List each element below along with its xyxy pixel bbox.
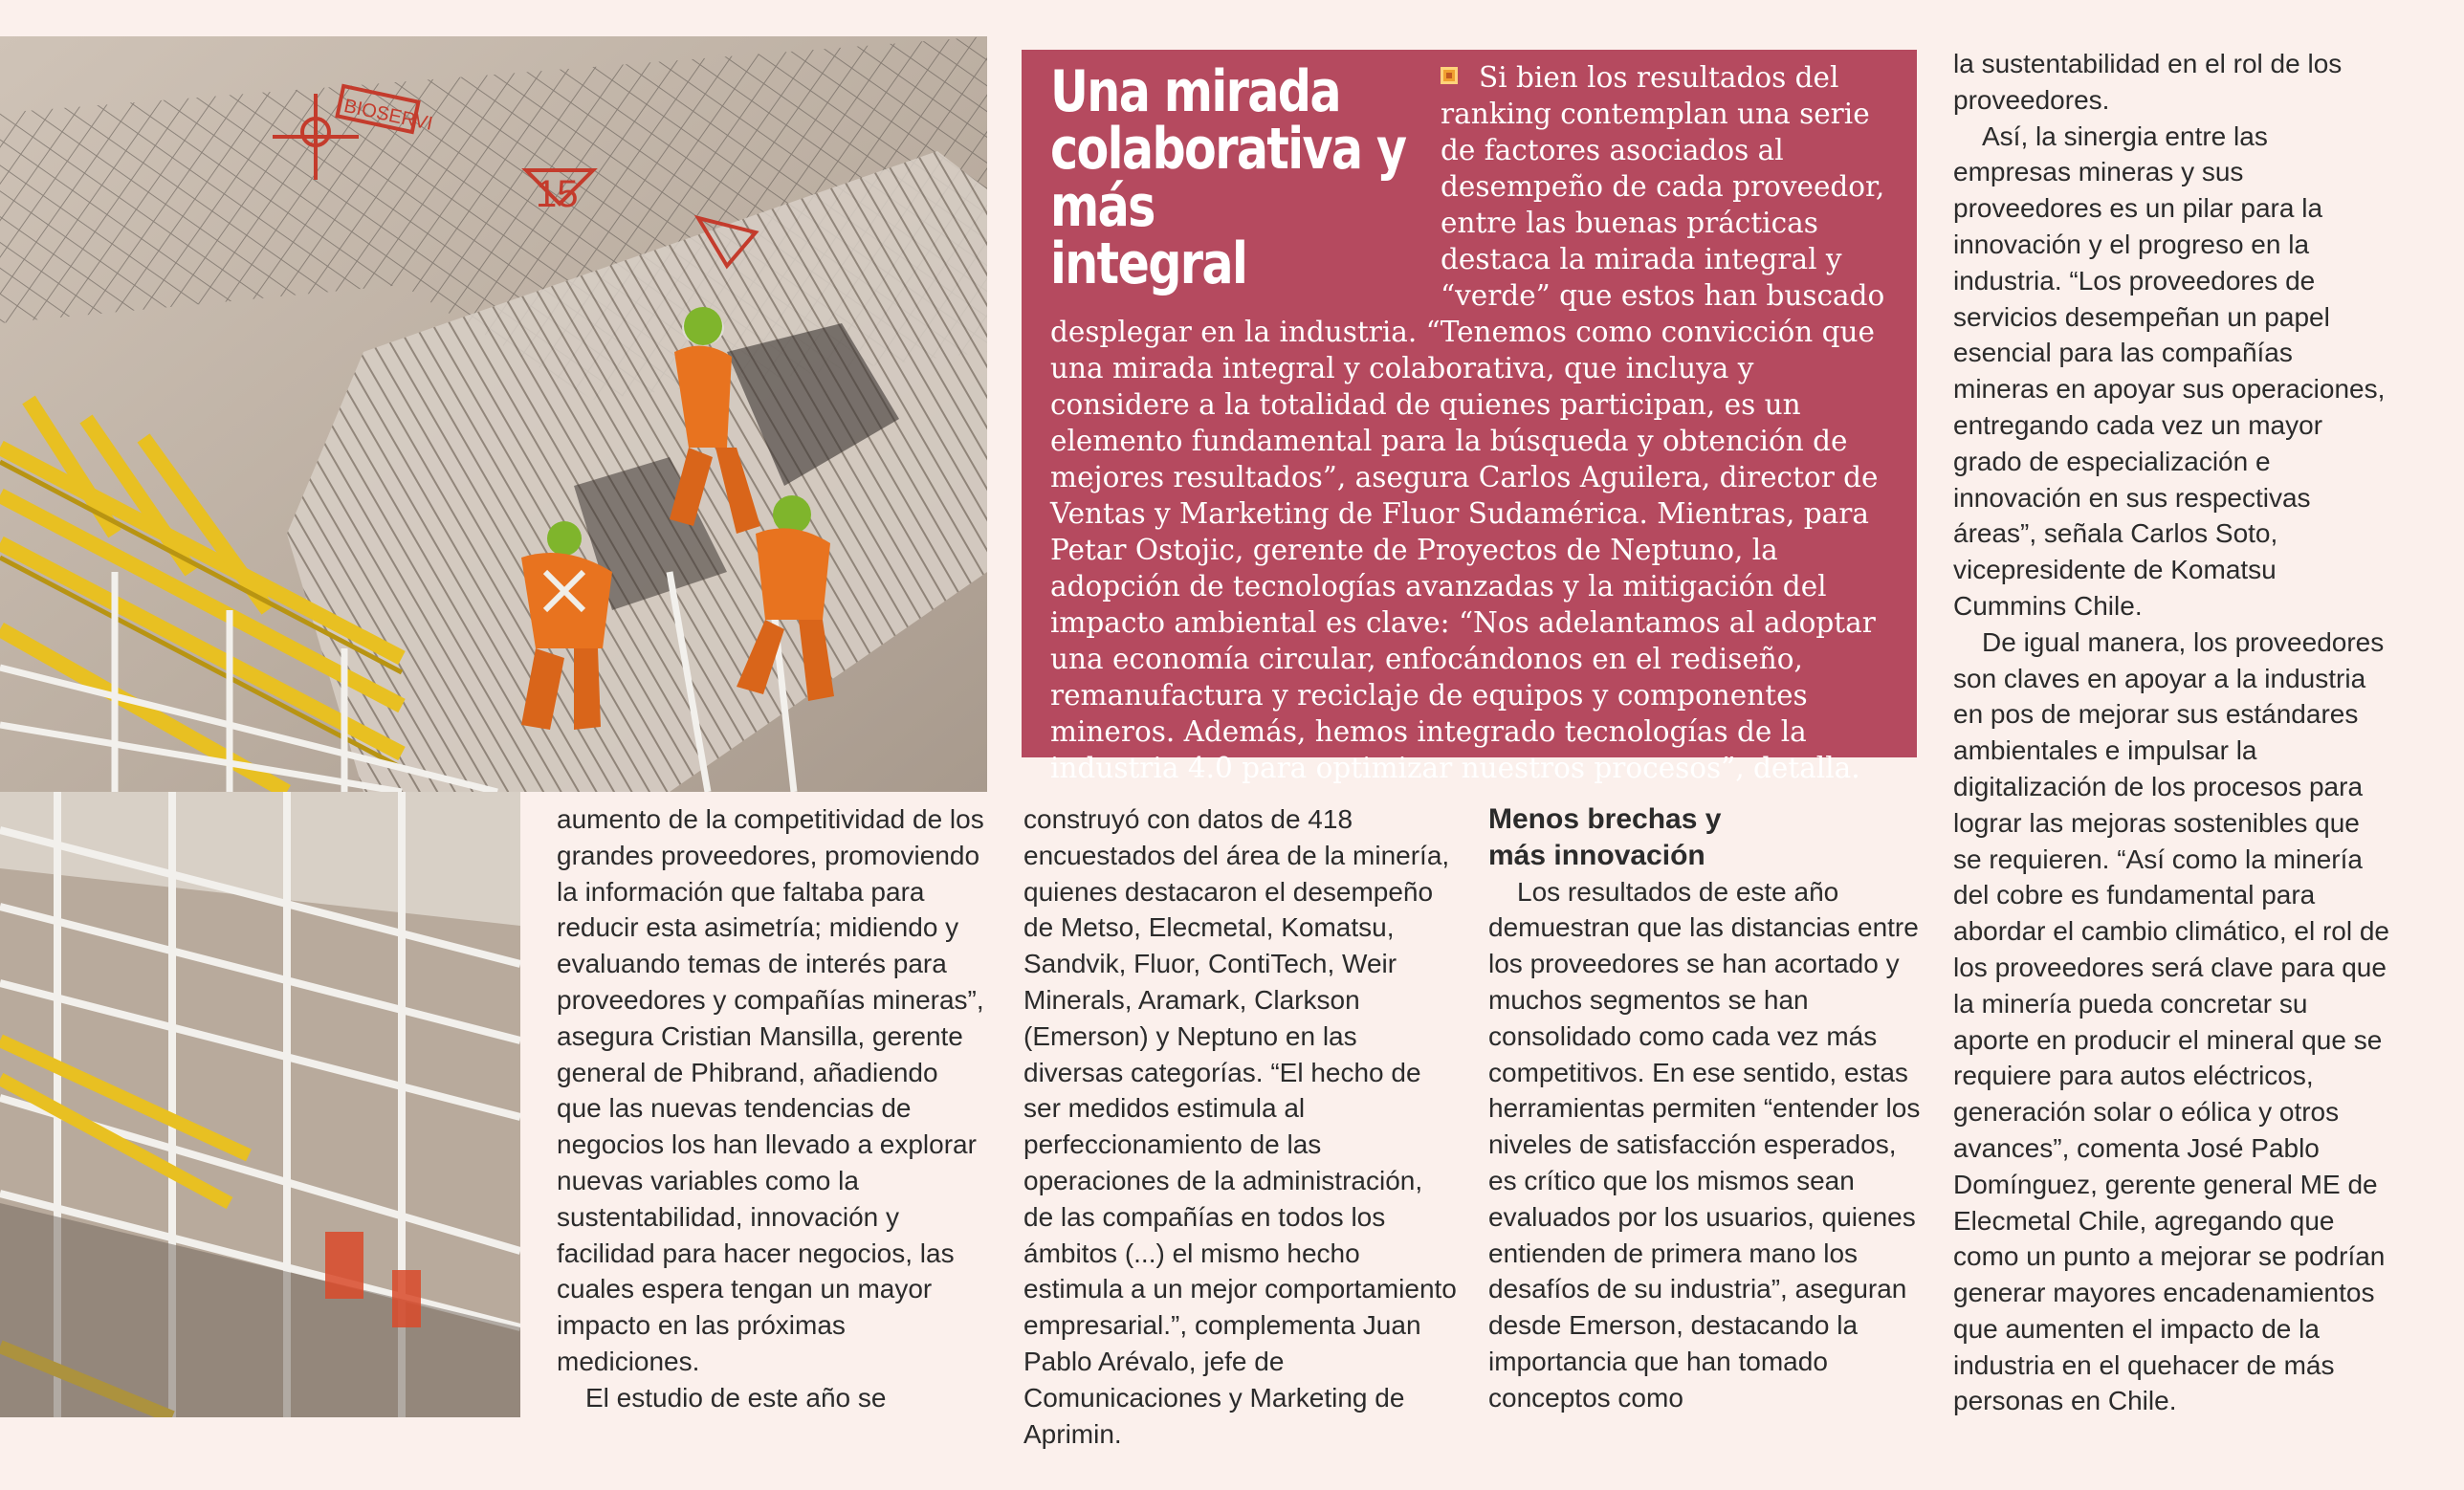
subhead-line-2: más innovación <box>1488 839 1705 871</box>
col4-paragraph-3: De igual manera, los proveedores son claves en apoyar a la industria en pos de mejorar sus estándares ambientales e impulsar la digitalización de los procesos para lograr las mejoras sostenibles que se requieren. “Así como la minería del cobre es fundamental para abordar el cambio climático, el rol de los proveedores será clave para que la minería pueda concretar su aporte en producir el mineral que se requiere para autos eléctricos, generación solar o eólica y otros avances”, comenta José Pablo Domínguez, gerente general ME de Elecmetal Chile, agregando que como un punto a mejorar se podrían generar mayores encadenamientos que aumenten el impacto de la industria en el quehacer de más personas en Chile. <box>1953 626 2389 1416</box>
photo-sign-2: 15 <box>536 173 579 215</box>
sidebar-body-text: Si bien los resultados del ranking contemplan una serie de factores asociados al desempeño de cada proveedor, entre las buenas prácticas destaca la mirada integral y “verde” que estos han buscado desplegar en la industria. “Tenemos como convicción que una mirada integral y colaborativa, que incluya y considere a la totalidad de quienes participan, es un elemento fundamental para la búsqueda y obtención de mejores resultados”, asegura Carlos Aguilera, director de Ventas y Marketing de Fluor Sudamérica. Mientras, para Petar Ostojic, gerente de Proyectos de Neptuno, la adopción de tecnologías avanzadas y la mitigación del impacto ambiental es clave: “Nos adelantamos al adoptar una economía circular, enfocándonos en el rediseño, remanufactura y reciclaje de equipos y componentes mineros. Además, hemos integrado tecnologías de la industria 4.0 para optimizar nuestros procesos”, detalla. <box>1050 61 1885 784</box>
article-column-3 <box>1488 801 1923 1416</box>
photo-sign-1: BIOSERVI <box>341 95 435 135</box>
sidebar-title-line-1: Una mirada <box>1050 58 1340 125</box>
subhead-line-1: Menos brechas y <box>1488 803 1722 835</box>
mining-photo-lower-art <box>0 792 520 1417</box>
mining-photo <box>0 36 987 792</box>
col1-paragraph-1: aumento de la competitividad de los grandes proveedores, promoviendo la información que faltaba para reducir esta asimetría; midiendo y evaluando temas de interés para proveedores y compañías mineras”, asegura Cristian Mansilla, gerente general de Phibrand, añadiendo que las nuevas tendencias de negocios los han llevado a explorar nuevas variables como la sustentabilidad, innovación y facilidad para hacer negocios, las cuales espera tengan un mayor impacto en las próximas mediciones. <box>557 804 984 1376</box>
sidebar-box <box>1022 50 1917 784</box>
col4-paragraph-2: Así, la sinergia entre las empresas mineras y sus proveedores es un pilar para la innovación y el progreso en la industria. “Los proveedores de servicios desempeñan un papel esencial para las compañías mineras en apoyar sus operaciones, entregando cada vez un mayor grado de especialización e innovación en sus respectivas áreas”, señala Carlos Soto, vicepresidente de Komatsu Cummins Chile. <box>1953 121 2386 621</box>
mining-photo-lower <box>0 792 520 1417</box>
col3-paragraph-1: Los resultados de este año demuestran que las distancias entre los proveedores se han acortado y muchos segmentos se han consolidado como cada vez más competitivos. En ese sentido, estas herramientas permiten “entender los niveles de satisfacción esperados, es crítico que los mismos sean evaluados por los usuarios, quienes entienden de primera mano los desafíos de su industria”, aseguran desde Emerson, destacando la importancia que han tomado conceptos como <box>1488 876 1921 1413</box>
sidebar-title-line-3: integral <box>1050 230 1247 297</box>
article-column-4 <box>1953 46 2389 1419</box>
article-column-2 <box>1023 801 1458 1452</box>
sidebar-title-line-2: colaborativa y más <box>1050 116 1406 240</box>
section-subhead <box>1488 801 1923 874</box>
sidebar-title <box>1050 58 1419 297</box>
col2-paragraph-1: construyó con datos de 418 encuestados del área de la minería, quienes destacaron el desempeño de Metso, Elecmetal, Komatsu, Sandvik, Fluor, ContiTech, Weir Minerals, Aramark, Clarkson (Emerson) y Neptuno en las diversas categorías. “El hecho de ser medidos estimula al perfeccionamiento de las operaciones de la administración, de las compañías en todos los ámbitos (...) el mismo hecho estimula a un mejor comportamiento empresarial.”, complementa Juan Pablo Arévalo, jefe de Comunicaciones y Marketing de Aprimin. <box>1023 804 1457 1449</box>
col1-paragraph-2: El estudio de este año se <box>585 1382 887 1413</box>
bullet-icon <box>1441 67 1458 84</box>
col4-paragraph-1: la sustentabilidad en el rol de los proveedores. <box>1953 49 2343 115</box>
mining-photo-art <box>0 36 987 792</box>
article-column-1 <box>557 801 987 1416</box>
